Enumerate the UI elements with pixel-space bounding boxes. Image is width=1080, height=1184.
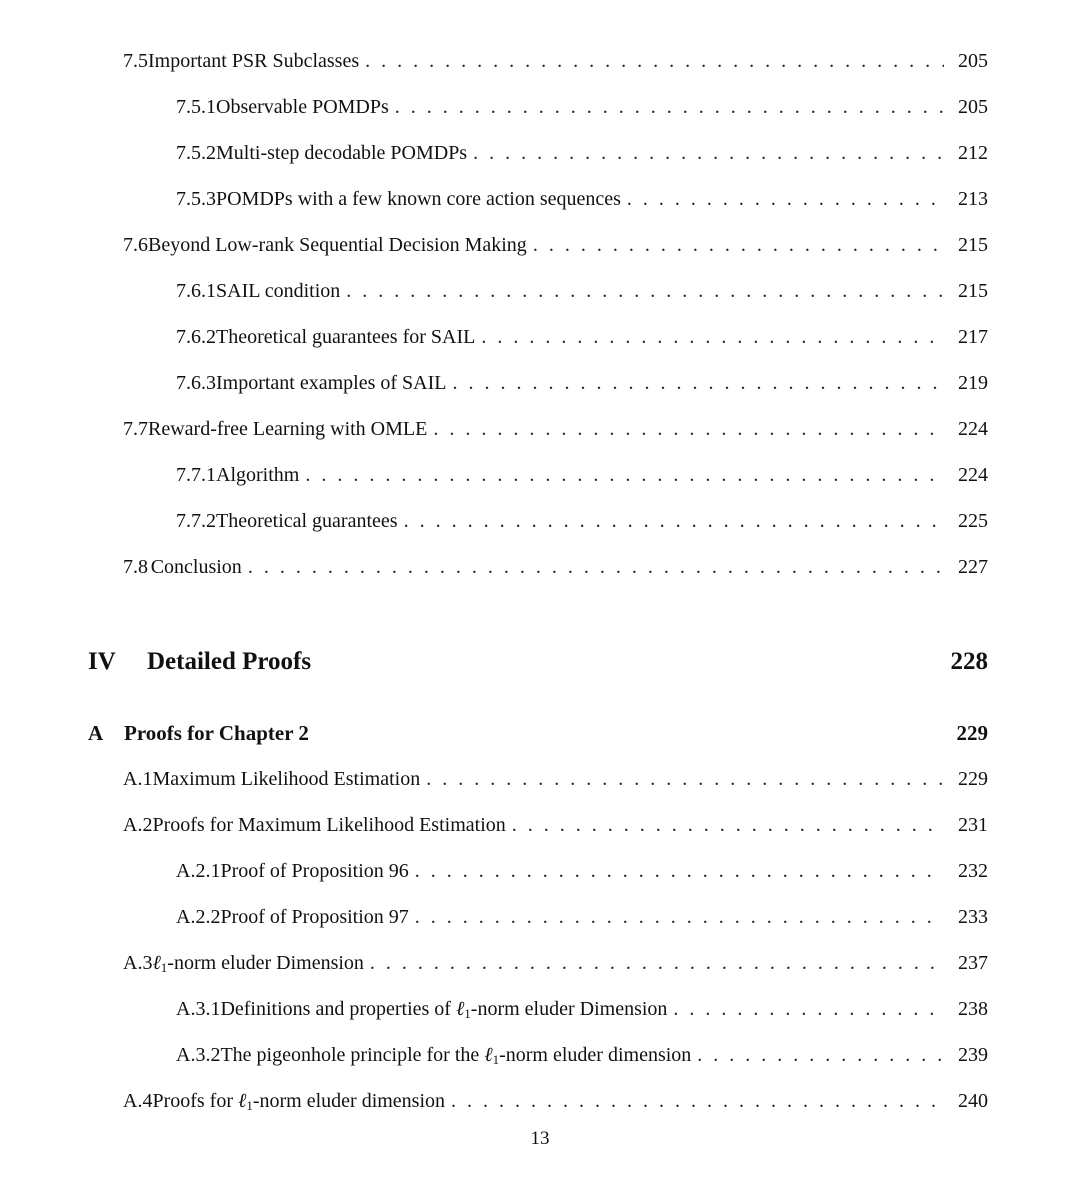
dot-leader	[451, 1090, 944, 1113]
ell-symbol: ℓ	[484, 1044, 493, 1066]
entry-title: Theoretical guarantees	[216, 510, 398, 532]
entry-title: SAIL condition	[216, 280, 341, 302]
toc-part-iv[interactable]	[88, 648, 988, 676]
toc-entry-7-6-1[interactable]	[176, 280, 988, 303]
ell-symbol: ℓ	[455, 998, 465, 1020]
dot-leader	[415, 860, 944, 883]
entry-title: Proof of Proposition 97	[220, 906, 409, 928]
entry-title: POMDPs with a few known core action sequences	[216, 188, 621, 210]
entry-number: 7.7.1	[176, 464, 216, 486]
dot-leader	[512, 814, 944, 837]
page-number: 13	[530, 1128, 550, 1149]
ell-symbol: ℓ	[238, 1090, 247, 1112]
dot-leader	[697, 1044, 944, 1067]
toc-entry-7-6-3[interactable]	[176, 372, 988, 395]
dot-leader	[365, 50, 944, 73]
toc-entry-7-5-1[interactable]	[176, 96, 988, 119]
entry-page: 217	[958, 326, 988, 348]
entry-page: 205	[958, 96, 988, 118]
toc-entry-7-6-2[interactable]	[176, 326, 988, 349]
entry-page: 231	[958, 814, 988, 836]
entry-title: Observable POMDPs	[216, 96, 389, 118]
entry-title: Beyond Low-rank Sequential Decision Making	[148, 234, 527, 256]
entry-title: Algorithm	[216, 464, 300, 486]
entry-number: A.3	[123, 952, 153, 974]
entry-page: 237	[958, 952, 988, 974]
dot-leader	[370, 952, 944, 975]
subscript-one: 1	[160, 960, 168, 975]
toc-entry-7-5-2[interactable]	[176, 142, 988, 165]
entry-title: Multi-step decodable POMDPs	[216, 142, 468, 164]
toc-entry-7-8[interactable]	[123, 556, 988, 579]
entry-number: A.2.2	[176, 906, 221, 928]
entry-title	[152, 952, 363, 975]
entry-number: A.2	[123, 814, 153, 836]
dot-leader	[415, 906, 944, 929]
toc-entry-a-3-2[interactable]	[176, 1044, 988, 1067]
dot-leader	[673, 998, 944, 1021]
entry-page: 233	[958, 906, 988, 928]
entry-title: Proof of Proposition 96	[220, 860, 409, 882]
entry-number: 7.5.3	[176, 188, 216, 210]
chapter-number: A	[88, 721, 104, 745]
entry-number: A.3.2	[176, 1044, 221, 1066]
entry-page: 238	[958, 998, 988, 1020]
entry-number: A.2.1	[176, 860, 221, 882]
toc-entry-7-5-3[interactable]	[176, 188, 988, 211]
subscript-one: 1	[464, 1006, 471, 1021]
entry-page: 225	[958, 510, 988, 532]
entry-number: 7.5.1	[176, 96, 216, 118]
toc-chapter-a[interactable]	[88, 721, 988, 746]
title-prefix: Definitions and properties of	[220, 998, 456, 1020]
title-suffix: -norm eluder Dimension	[470, 998, 668, 1020]
dot-leader	[346, 280, 944, 303]
title-suffix: -norm eluder Dimension	[167, 952, 364, 974]
entry-page: 205	[958, 50, 988, 72]
toc-entry-a-3-1[interactable]	[176, 998, 988, 1021]
entry-page: 224	[958, 464, 988, 486]
entry-title: Proofs for Maximum Likelihood Estimation	[152, 814, 506, 836]
toc-entry-7-7-2[interactable]	[176, 510, 988, 533]
dot-leader	[473, 142, 944, 165]
entry-title: Maximum Likelihood Estimation	[152, 768, 421, 790]
toc-entry-a-1[interactable]	[123, 768, 988, 791]
chapter-title: Proofs for Chapter 2	[124, 721, 309, 745]
title-suffix: -norm eluder dimension	[499, 1044, 692, 1066]
title-prefix: Proofs for	[152, 1090, 238, 1112]
entry-number: A.3.1	[176, 998, 221, 1020]
toc-entry-7-6[interactable]	[123, 234, 988, 257]
entry-title	[152, 1090, 445, 1113]
entry-number: 7.6.3	[176, 372, 216, 394]
dot-leader	[433, 418, 944, 441]
part-page: 228	[950, 648, 988, 675]
entry-title: Reward-free Learning with OMLE	[148, 418, 428, 440]
entry-title	[220, 1044, 691, 1067]
chapter-page: 229	[956, 721, 988, 745]
entry-page: 224	[958, 418, 988, 440]
ell-symbol: ℓ	[152, 952, 161, 974]
dot-leader	[533, 234, 944, 257]
part-number: IV	[88, 648, 116, 675]
title-suffix: -norm eluder dimension	[252, 1090, 446, 1112]
toc-entry-7-5[interactable]	[123, 50, 988, 73]
entry-number: 7.6.2	[176, 326, 216, 348]
toc-entry-a-2[interactable]	[123, 814, 988, 837]
subscript-one: 1	[492, 1052, 500, 1067]
entry-number: 7.7	[123, 418, 148, 440]
entry-title: Important PSR Subclasses	[148, 50, 360, 72]
entry-page: 232	[958, 860, 988, 882]
dot-leader	[453, 372, 945, 395]
entry-title: Important examples of SAIL	[216, 372, 447, 394]
toc-entry-a-2-1[interactable]	[176, 860, 988, 883]
dot-leader	[426, 768, 944, 791]
dot-leader	[404, 510, 944, 533]
entry-page: 215	[958, 280, 988, 302]
entry-number: A.1	[123, 768, 153, 790]
entry-title: Theoretical guarantees for SAIL	[216, 326, 476, 348]
entry-page: 215	[958, 234, 988, 256]
dot-leader	[627, 188, 944, 211]
dot-leader	[395, 96, 944, 119]
entry-title: Conclusion	[150, 556, 242, 578]
entry-page: 240	[958, 1090, 988, 1112]
dot-leader	[305, 464, 944, 487]
entry-number: A.4	[123, 1090, 153, 1112]
entry-number: 7.8	[123, 556, 148, 578]
entry-page: 229	[958, 768, 988, 790]
part-title: Detailed Proofs	[147, 648, 312, 675]
toc-entry-7-7-1[interactable]	[176, 464, 988, 487]
entry-number: 7.6.1	[176, 280, 216, 302]
entry-page: 227	[958, 556, 988, 578]
dot-leader	[248, 556, 944, 579]
dot-leader	[481, 326, 944, 349]
toc-entry-a-2-2[interactable]	[176, 906, 988, 929]
entry-page: 239	[958, 1044, 988, 1066]
entry-title	[220, 998, 667, 1021]
entry-page: 212	[958, 142, 988, 164]
title-prefix: The pigeonhole principle for the	[220, 1044, 485, 1066]
toc-entry-a-4[interactable]	[123, 1090, 988, 1113]
entry-page: 213	[958, 188, 988, 210]
entry-number: 7.6	[123, 234, 148, 256]
entry-number: 7.7.2	[176, 510, 216, 532]
entry-number: 7.5	[123, 50, 148, 72]
entry-number: 7.5.2	[176, 142, 216, 164]
toc-entry-7-7[interactable]	[123, 418, 988, 441]
subscript-one: 1	[246, 1098, 253, 1113]
entry-page: 219	[958, 372, 988, 394]
toc-entry-a-3[interactable]	[123, 952, 988, 975]
